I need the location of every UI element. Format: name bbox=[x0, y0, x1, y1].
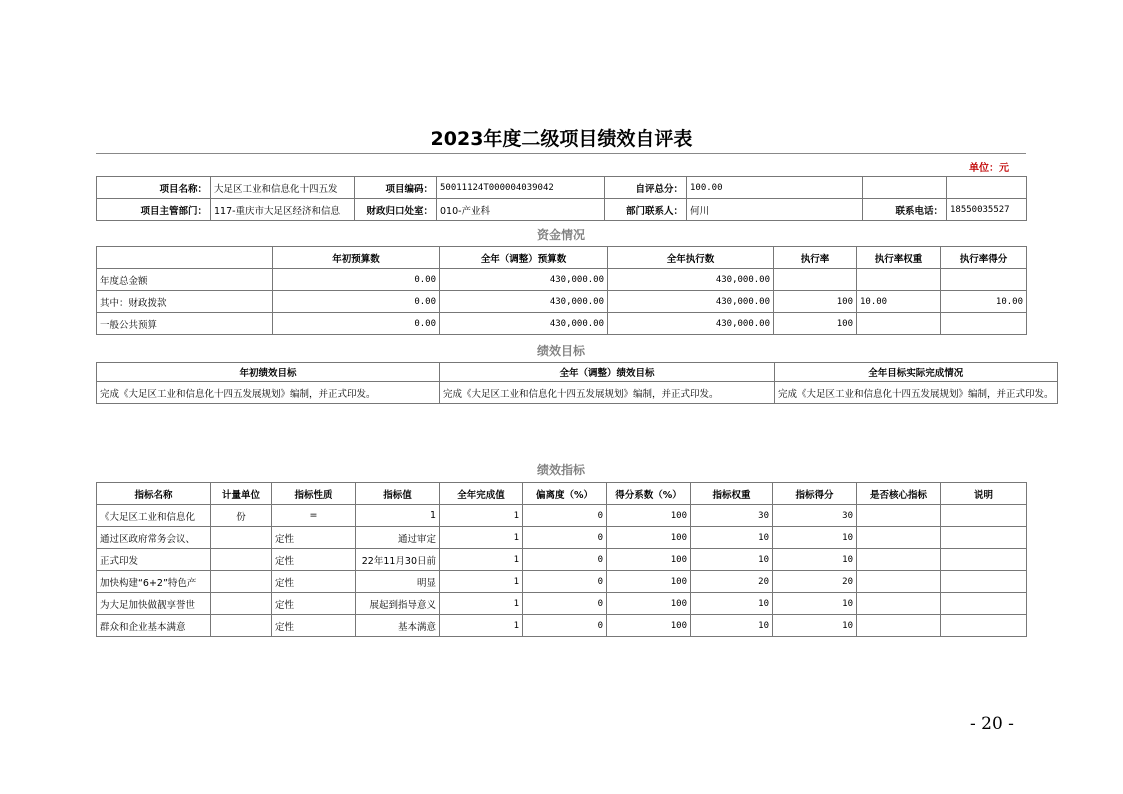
funds-cell: 100 bbox=[774, 313, 857, 335]
project-code-value: 50011124T000004039042 bbox=[437, 177, 605, 199]
goals-row bbox=[97, 382, 1058, 404]
indicator-cell bbox=[211, 571, 272, 593]
indicator-row bbox=[97, 571, 1027, 593]
self-score-value: 100.00 bbox=[687, 177, 863, 199]
title-divider bbox=[96, 153, 1026, 154]
funds-row bbox=[97, 313, 1027, 335]
funds-header: 年初预算数 bbox=[273, 247, 440, 269]
funds-cell: 其中：财政拨款 bbox=[97, 291, 273, 313]
indicator-cell: 10 bbox=[773, 527, 857, 549]
indicator-header: 指标得分 bbox=[773, 483, 857, 505]
funds-header: 全年（调整）预算数 bbox=[440, 247, 608, 269]
indicator-cell: 100 bbox=[607, 527, 691, 549]
indicator-cell: 1 bbox=[356, 505, 440, 527]
indicator-cell: 1 bbox=[440, 571, 523, 593]
funds-cell: 0.00 bbox=[273, 291, 440, 313]
funds-row bbox=[97, 291, 1027, 313]
indicator-cell: 100 bbox=[607, 549, 691, 571]
indicator-cell bbox=[857, 615, 941, 637]
indicator-cell: 100 bbox=[607, 593, 691, 615]
indicator-cell: 定性 bbox=[272, 593, 356, 615]
indicator-cell: 明显 bbox=[356, 571, 440, 593]
indicator-cell: 100 bbox=[607, 615, 691, 637]
indicator-header: 指标权重 bbox=[691, 483, 773, 505]
indicator-cell: 1 bbox=[440, 549, 523, 571]
funds-header bbox=[97, 247, 273, 269]
indicator-cell: 10 bbox=[773, 615, 857, 637]
goals-header-row bbox=[97, 363, 1058, 382]
funds-cell bbox=[774, 269, 857, 291]
indicator-cell: 10 bbox=[691, 615, 773, 637]
goal-adjusted: 完成《大足区工业和信息化十四五发展规划》编制，并正式印发。 bbox=[440, 382, 775, 404]
self-score-label: 自评总分： bbox=[605, 177, 687, 199]
indicators-section-title: 绩效指标 bbox=[536, 463, 585, 477]
indicator-cell: 0 bbox=[523, 505, 607, 527]
indicator-row bbox=[97, 615, 1027, 637]
indicator-cell bbox=[941, 527, 1027, 549]
indicators-header-row bbox=[97, 483, 1027, 505]
indicator-cell bbox=[211, 615, 272, 637]
indicator-cell bbox=[857, 549, 941, 571]
indicator-cell: 10 bbox=[773, 549, 857, 571]
indicator-cell: 30 bbox=[773, 505, 857, 527]
dept-label: 项目主管部门： bbox=[97, 199, 211, 221]
indicator-cell bbox=[941, 549, 1027, 571]
indicator-cell bbox=[941, 593, 1027, 615]
funds-cell: 100 bbox=[774, 291, 857, 313]
goals-header: 全年目标实际完成情况 bbox=[775, 363, 1058, 382]
indicator-cell: 定性 bbox=[272, 527, 356, 549]
indicator-cell: 1 bbox=[440, 615, 523, 637]
indicator-cell: 100 bbox=[607, 571, 691, 593]
indicator-cell bbox=[941, 571, 1027, 593]
funds-cell: 10.00 bbox=[857, 291, 941, 313]
indicator-header: 说明 bbox=[941, 483, 1027, 505]
page-title: 2023年度二级项目绩效自评表 bbox=[430, 128, 693, 150]
indicator-row bbox=[97, 593, 1027, 615]
indicator-cell: = bbox=[272, 505, 356, 527]
funds-cell: 0.00 bbox=[273, 269, 440, 291]
indicator-cell: 定性 bbox=[272, 615, 356, 637]
funds-cell bbox=[857, 313, 941, 335]
indicator-header: 指标性质 bbox=[272, 483, 356, 505]
goals-table bbox=[96, 362, 1058, 404]
contact-value: 何川 bbox=[687, 199, 863, 221]
indicator-cell: 10 bbox=[773, 593, 857, 615]
indicator-cell: 1 bbox=[440, 505, 523, 527]
goals-section-title: 绩效目标 bbox=[536, 344, 585, 358]
empty-cell bbox=[947, 177, 1027, 199]
funds-cell: 一般公共预算 bbox=[97, 313, 273, 335]
funds-section-title: 资金情况 bbox=[536, 228, 585, 242]
indicator-header: 指标值 bbox=[356, 483, 440, 505]
indicator-header: 计量单位 bbox=[211, 483, 272, 505]
goals-header: 年初绩效目标 bbox=[97, 363, 440, 382]
indicator-cell: 正式印发 bbox=[97, 549, 211, 571]
funds-cell: 430,000.00 bbox=[440, 313, 608, 335]
indicator-cell: 1 bbox=[440, 527, 523, 549]
indicators-table bbox=[96, 482, 1027, 637]
funds-cell: 430,000.00 bbox=[440, 291, 608, 313]
indicator-cell bbox=[857, 593, 941, 615]
dept-value: 117-重庆市大足区经济和信息 bbox=[211, 199, 355, 221]
indicator-cell: 10 bbox=[691, 549, 773, 571]
project-info-table bbox=[96, 176, 1027, 221]
finance-office-value: 010-产业科 bbox=[437, 199, 605, 221]
empty-cell bbox=[863, 177, 947, 199]
indicator-cell bbox=[211, 593, 272, 615]
indicator-header: 偏离度（%） bbox=[523, 483, 607, 505]
funds-cell bbox=[941, 313, 1027, 335]
indicator-cell: 群众和企业基本满意 bbox=[97, 615, 211, 637]
indicator-row bbox=[97, 527, 1027, 549]
indicator-cell bbox=[211, 527, 272, 549]
page-number: - 20 - bbox=[970, 714, 1014, 734]
funds-header: 执行率 bbox=[774, 247, 857, 269]
indicator-header: 得分系数（%） bbox=[607, 483, 691, 505]
indicator-cell bbox=[941, 615, 1027, 637]
indicator-row bbox=[97, 549, 1027, 571]
indicator-cell: 1 bbox=[440, 593, 523, 615]
funds-cell: 430,000.00 bbox=[608, 291, 774, 313]
project-name-label: 项目名称： bbox=[97, 177, 211, 199]
indicator-cell: 《大足区工业和信息化 bbox=[97, 505, 211, 527]
funds-cell: 430,000.00 bbox=[440, 269, 608, 291]
funds-header: 全年执行数 bbox=[608, 247, 774, 269]
funds-cell: 0.00 bbox=[273, 313, 440, 335]
indicator-cell: 为大足加快做靓享誉世 bbox=[97, 593, 211, 615]
indicator-cell bbox=[857, 505, 941, 527]
indicator-cell: 通过审定 bbox=[356, 527, 440, 549]
project-code-label: 项目编码： bbox=[355, 177, 437, 199]
indicator-cell: 22年11月30日前 bbox=[356, 549, 440, 571]
indicator-header: 全年完成值 bbox=[440, 483, 523, 505]
project-name-value: 大足区工业和信息化十四五发 bbox=[211, 177, 355, 199]
funds-cell: 年度总金额 bbox=[97, 269, 273, 291]
indicator-cell: 20 bbox=[773, 571, 857, 593]
funds-header-row bbox=[97, 247, 1027, 269]
indicator-header: 指标名称 bbox=[97, 483, 211, 505]
funds-cell: 430,000.00 bbox=[608, 269, 774, 291]
unit-label: 单位：元 bbox=[969, 163, 1009, 174]
indicator-cell: 0 bbox=[523, 549, 607, 571]
indicator-header: 是否核心指标 bbox=[857, 483, 941, 505]
indicator-cell: 10 bbox=[691, 593, 773, 615]
funds-table bbox=[96, 246, 1027, 335]
indicator-cell: 通过区政府常务会议、 bbox=[97, 527, 211, 549]
phone-value: 18550035527 bbox=[947, 199, 1027, 221]
funds-header: 执行率权重 bbox=[857, 247, 941, 269]
indicator-cell: 展起到指导意义 bbox=[356, 593, 440, 615]
funds-header: 执行率得分 bbox=[941, 247, 1027, 269]
indicator-cell: 0 bbox=[523, 615, 607, 637]
indicator-cell bbox=[857, 527, 941, 549]
indicator-cell: 定性 bbox=[272, 571, 356, 593]
funds-cell bbox=[941, 269, 1027, 291]
indicator-cell bbox=[941, 505, 1027, 527]
finance-office-label: 财政归口处室： bbox=[355, 199, 437, 221]
indicator-cell bbox=[857, 571, 941, 593]
goals-header: 全年（调整）绩效目标 bbox=[440, 363, 775, 382]
indicator-cell: 0 bbox=[523, 571, 607, 593]
indicator-cell: 100 bbox=[607, 505, 691, 527]
indicator-cell: 0 bbox=[523, 593, 607, 615]
indicator-cell: 基本满意 bbox=[356, 615, 440, 637]
funds-cell: 430,000.00 bbox=[608, 313, 774, 335]
indicator-cell: 30 bbox=[691, 505, 773, 527]
funds-cell: 10.00 bbox=[941, 291, 1027, 313]
indicator-cell: 20 bbox=[691, 571, 773, 593]
indicator-row bbox=[97, 505, 1027, 527]
phone-label: 联系电话： bbox=[863, 199, 947, 221]
indicator-cell: 份 bbox=[211, 505, 272, 527]
indicator-cell bbox=[211, 549, 272, 571]
contact-label: 部门联系人： bbox=[605, 199, 687, 221]
funds-cell bbox=[857, 269, 941, 291]
indicator-cell: 定性 bbox=[272, 549, 356, 571]
indicator-cell: 0 bbox=[523, 527, 607, 549]
goal-actual: 完成《大足区工业和信息化十四五发展规划》编制，并正式印发。 bbox=[775, 382, 1058, 404]
indicator-cell: 加快构建“6+2”特色产 bbox=[97, 571, 211, 593]
indicator-cell: 10 bbox=[691, 527, 773, 549]
funds-row bbox=[97, 269, 1027, 291]
goal-initial: 完成《大足区工业和信息化十四五发展规划》编制，并正式印发。 bbox=[97, 382, 440, 404]
